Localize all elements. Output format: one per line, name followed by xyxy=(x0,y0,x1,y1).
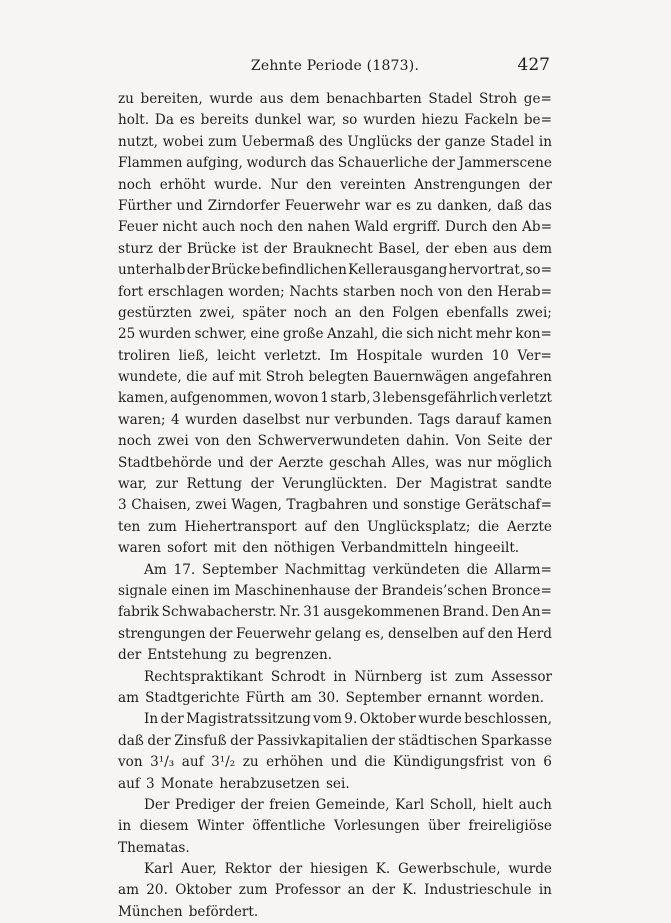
text-line: unterhalb der Brücke befindlichen Kellerausgang hervortrat, so= xyxy=(118,262,552,279)
paragraph xyxy=(118,859,552,923)
text-line: in diesem Winter öffentliche Vorlesungen über freireligiöse xyxy=(118,818,552,835)
text-line: Stadtbehörde und der Aerzte geschah Alles, was nur möglich xyxy=(118,454,552,471)
text-line: waren; 4 wurden daselbst nur verbunden. Tags darauf kamen xyxy=(118,411,552,428)
text-line: auf 3 Monate herabzusetzen sei. xyxy=(118,775,350,792)
paragraph xyxy=(118,560,552,667)
text-line: am 20. Oktober zum Professor an der K. Industrieschule in xyxy=(118,882,552,899)
text-line: ten zum Hiehertransport auf den Unglücksplatz; die Aerzte xyxy=(118,518,552,535)
paragraph xyxy=(118,667,552,710)
text-line: gestürzten zwei, später noch an den Folgen ebenfalls zwei; xyxy=(118,304,552,321)
text-line: nutzt, wobei zum Uebermaß des Unglücks der ganze Stadel in xyxy=(118,133,552,150)
text-line: von 3¹/₃ auf 3¹/₂ zu erhöhen und die Kündigungsfrist von 6 xyxy=(118,754,552,771)
body-text xyxy=(118,89,552,923)
text-line: Karl Auer, Rektor der hiesigen K. Gewerbschule, wurde xyxy=(144,861,552,878)
text-line: waren sofort mit den nöthigen Verbandmitteln hingeeilt. xyxy=(118,540,520,557)
text-line: fort erschlagen worden; Nachts starben noch von den Herab= xyxy=(118,283,552,300)
text-line: Am 17. September Nachmittag verkündeten die Allarm= xyxy=(144,561,552,578)
text-line: Rechtspraktikant Schrodt in Nürnberg ist zum Assessor xyxy=(144,668,552,685)
text-line: troliren ließ, leicht verletzt. Im Hospitale wurden 10 Ver= xyxy=(118,347,552,364)
text-line: signale einen im Maschinenhause der Brandeis’schen Bronce= xyxy=(118,582,552,599)
text-line: kamen, aufgenommen, wovon 1 starb, 3 lebensgefährlich verletzt xyxy=(118,390,552,407)
text-line: Thematas. xyxy=(118,839,190,856)
text-line: wundete, die auf mit Stroh belegten Bauernwägen angefahren xyxy=(118,369,552,386)
text-line: In der Magistratssitzung vom 9. Oktober wurde beschlossen, xyxy=(144,711,552,728)
text-line: am Stadtgerichte Fürth am 30. September ernannt worden. xyxy=(118,689,545,706)
text-line: 25 wurden schwer, eine große Anzahl, die sich nicht mehr kon= xyxy=(118,326,552,343)
paragraph xyxy=(118,89,552,560)
text-line: Der Prediger der freien Gemeinde, Karl Scholl, hielt auch xyxy=(144,796,552,813)
text-line: fabrik Schwabacherstr. Nr. 31 ausgekommenen Brand. Den An= xyxy=(118,604,552,621)
text-line: noch erhöht wurde. Nur den vereinten Anstrengungen der xyxy=(118,176,552,193)
text-line: der Entstehung zu begrenzen. xyxy=(118,647,333,664)
paragraph xyxy=(118,709,552,795)
text-line: war, zur Rettung der Verunglückten. Der Magistrat sandte xyxy=(118,476,552,493)
page-number: 427 xyxy=(517,55,550,75)
text-line: München befördert. xyxy=(118,903,259,920)
text-line: daß der Zinsfuß der Passivkapitalien der städtischen Sparkasse xyxy=(118,732,552,749)
running-head: Zehnte Periode (1873). xyxy=(250,58,420,74)
text-line: sturz der Brücke ist der Brauknecht Basel, der eben aus dem xyxy=(118,240,552,257)
text-line: holt. Da es bereits dunkel war, so wurden hiezu Fackeln be= xyxy=(118,112,552,129)
text-line: zu bereiten, wurde aus dem benachbarten Stadel Stroh ge= xyxy=(118,91,552,107)
text-line: strengungen der Feuerwehr gelang es, denselben auf den Herd xyxy=(118,625,552,642)
text-line: Flammen aufging, wodurch das Schauerliche der Jammerscene xyxy=(118,155,552,172)
text-line: noch zwei von den Schwerverwundeten dahin. Von Seite der xyxy=(118,433,552,450)
text-line: 3 Chaisen, zwei Wagen, Tragbahren und sonstige Gerätschaf= xyxy=(118,497,552,514)
text-line: Fürther und Zirndorfer Feuerwehr war es zu danken, daß das xyxy=(118,197,552,214)
page-header xyxy=(120,55,550,80)
paragraph xyxy=(118,795,552,859)
text-line: Feuer nicht auch noch den nahen Wald ergriff. Durch den Ab= xyxy=(118,219,552,236)
